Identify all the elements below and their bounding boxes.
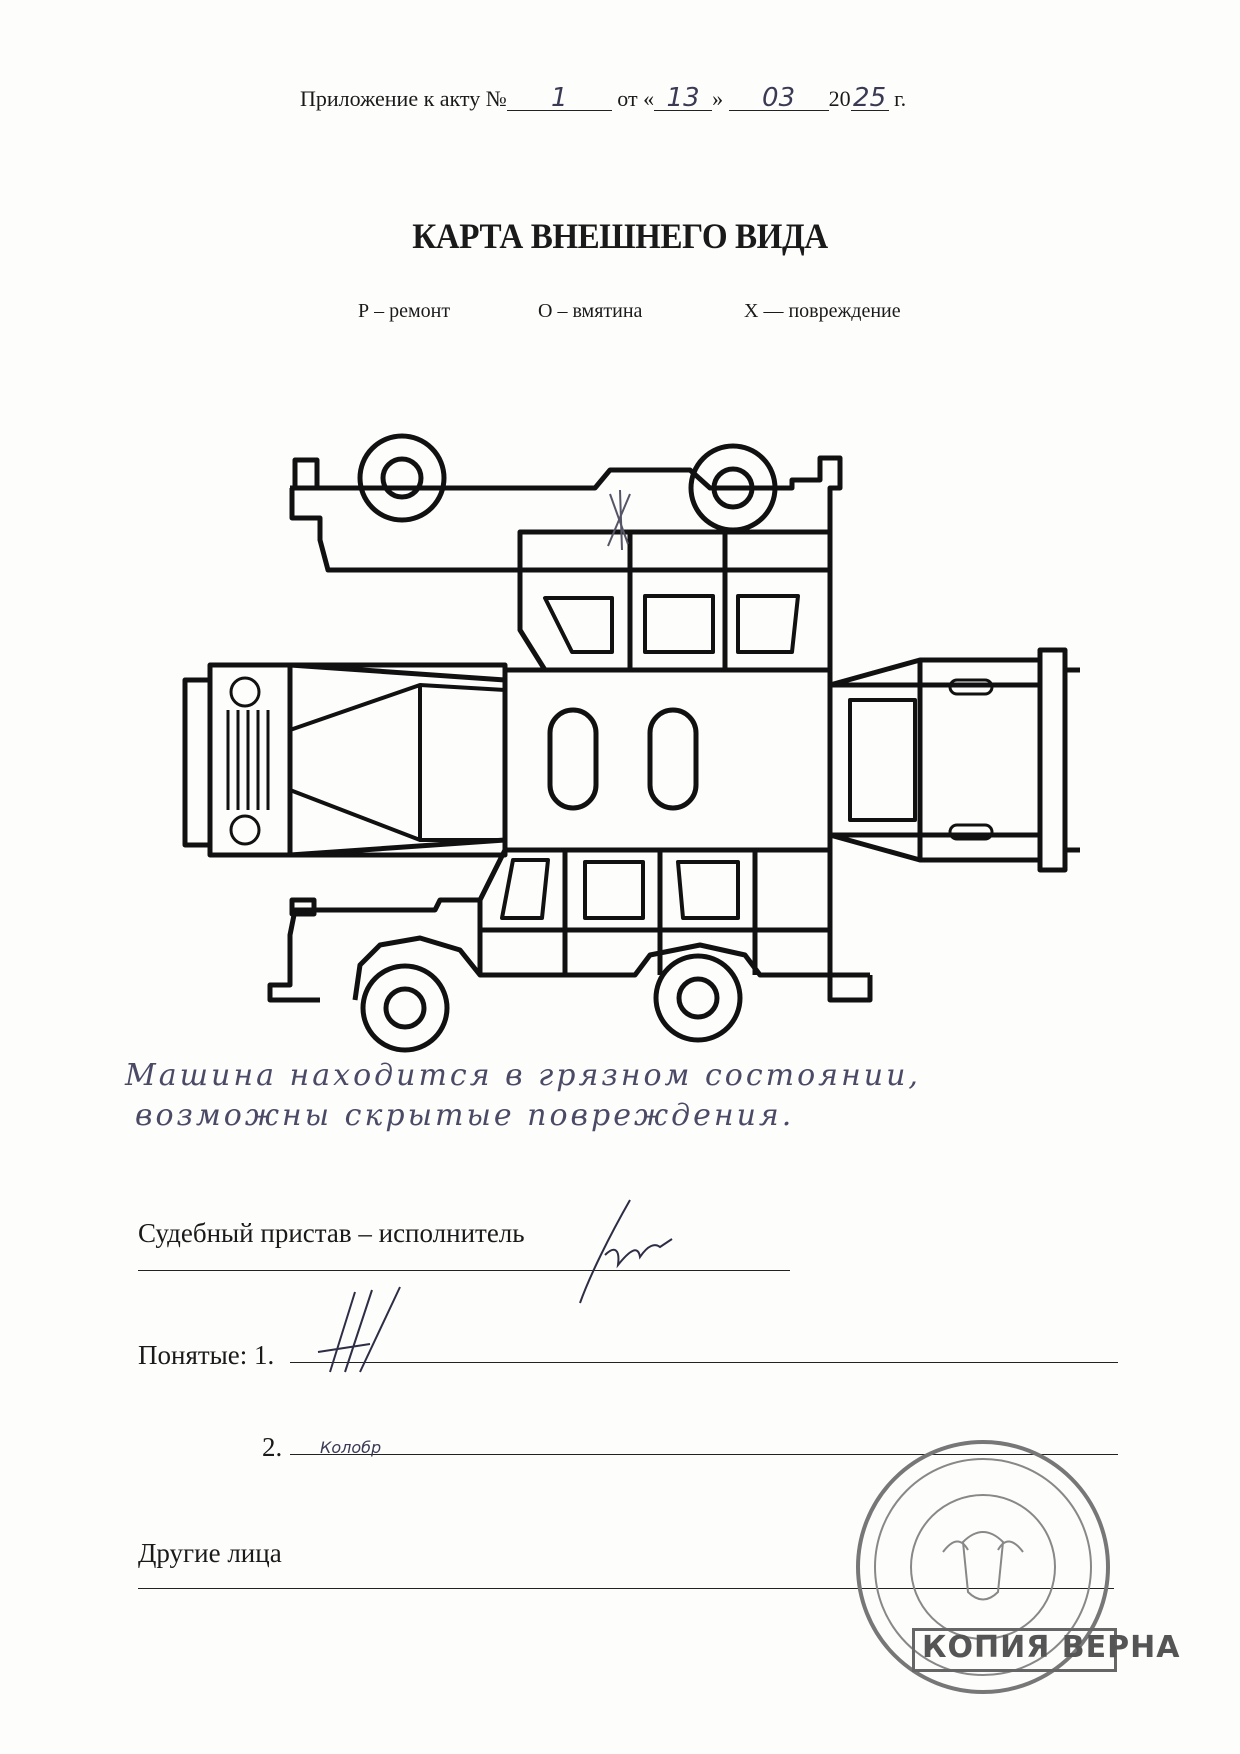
vehicle-front xyxy=(185,665,505,855)
vehicle-rear xyxy=(830,650,1080,870)
vehicle-diagram xyxy=(180,430,1090,1060)
act-day: 13 xyxy=(654,86,712,111)
vehicle-roof xyxy=(505,670,830,850)
witness2-label: 2. xyxy=(262,1432,283,1462)
wheel-bottom-right xyxy=(656,956,740,1040)
wheel-top-left xyxy=(360,436,444,520)
copy-stamp-text: КОПИЯ ВЕРНА xyxy=(922,1630,1181,1665)
legend-repair: Р – ремонт xyxy=(358,300,451,322)
act-month: 03 xyxy=(729,86,829,111)
year-prefix: 20 xyxy=(828,86,851,111)
page-title: КАРТА ВНЕШНЕГО ВИДА xyxy=(412,216,828,256)
year-unit: г. xyxy=(894,86,907,111)
vehicle-side-top xyxy=(290,436,840,670)
note-line-1: Машина находится в грязном состоянии, xyxy=(125,1058,921,1093)
witness2-signature: Колобр xyxy=(320,1438,382,1457)
wheel-bottom-left xyxy=(363,966,447,1050)
bailiff-signature xyxy=(560,1195,700,1315)
legend-damage: Х — повреждение xyxy=(744,300,901,322)
act-number: 1 xyxy=(507,86,612,111)
from-label: от « xyxy=(617,86,655,111)
note-line-2: возможны скрытые повреждения. xyxy=(135,1098,795,1133)
act-year: 25 xyxy=(851,86,889,111)
damage-mark-x xyxy=(608,490,630,550)
witnesses-label: Понятые: 1. xyxy=(138,1340,275,1370)
witness1-signature xyxy=(300,1282,410,1377)
vehicle-side-bottom xyxy=(270,850,870,1050)
act-prefix: Приложение к акту № xyxy=(300,86,507,111)
others-label: Другие лица xyxy=(138,1538,282,1568)
witness1-signature-line xyxy=(290,1362,1118,1363)
bailiff-label: Судебный пристав – исполнитель xyxy=(138,1218,525,1248)
act-reference xyxy=(300,83,907,113)
day-close: » xyxy=(712,86,724,111)
legend-dent: О – вмятина xyxy=(538,300,643,322)
